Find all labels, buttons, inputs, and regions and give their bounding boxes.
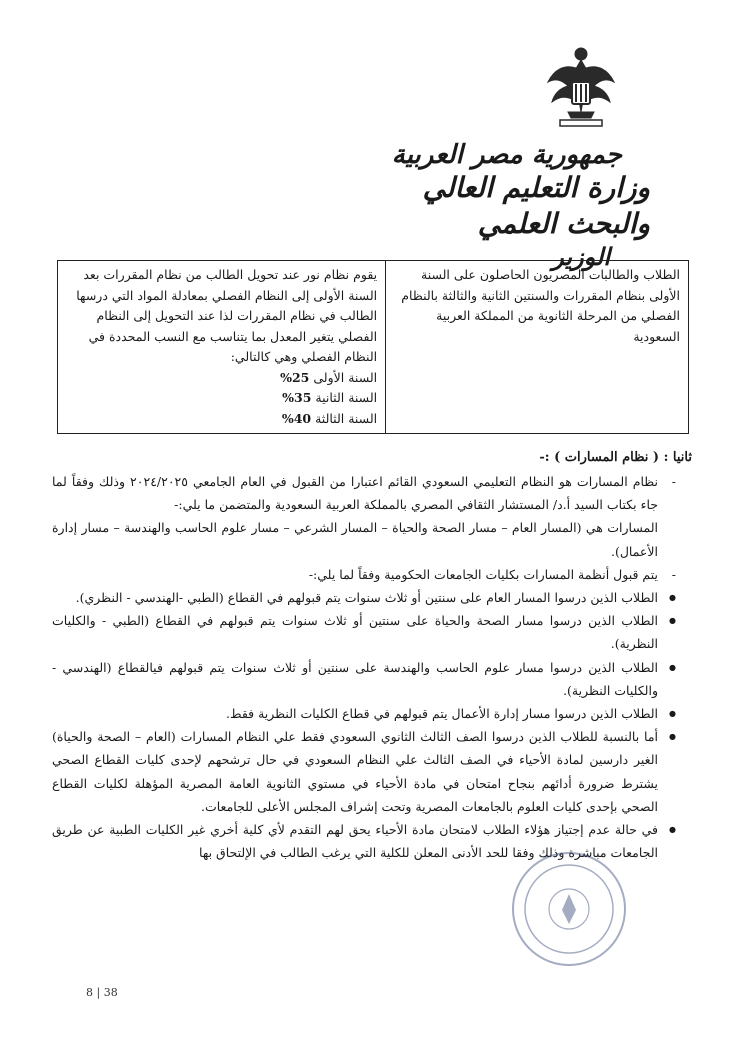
eagle-emblem-icon: [546, 42, 616, 132]
ministry-name: وزارة التعليم العالي والبحث العلمي: [422, 171, 650, 240]
section-heading: ثانيا : ( نظام المسارات ) :-: [539, 450, 692, 465]
year-rates: [66, 368, 377, 430]
admission-rules-list: [52, 586, 680, 864]
rate-year-2: السنة الثانية 35%: [282, 390, 378, 405]
table-cell-category: الطلاب والطالبات المصريون الحاصلون على السنة الأولى بنظام المقررات والسنتين الثانية والثالثة بالنظام الفصلي من المرحلة الثانوية من المملكة العربية السعودية: [386, 261, 689, 434]
ministry-title: الوزير: [552, 242, 610, 271]
list-item: ● في حالة عدم إجتياز هؤلاء الطلاب لامتحان مادة الأحياء يحق لهم التقدم لأي كلية أخري غير الكليات الطبية عن طريق الجامعات مباشرة وذلك وفقا للحد الأدنى المعلن للكلية التي يرغب الطالب في الإلتحاق بها: [52, 818, 680, 864]
list-item: ● الطلاب الذين درسوا مسار علوم الحاسب والهندسة على سنتين أو ثلاث سنوات يتم قبولهم فيالقطاع (الهندسي - والكليات النظرية).: [52, 656, 680, 702]
paragraph-tracks-intro: - نظام المسارات هو النظام التعليمي السعودي القائم اعتبارا من القبول في العام الجامعي ٢٠٢٤/٢٠٢٥ وذلك وفقاً لما جاء بكتاب السيد أ.د/ المستشار الثقافي المصري بالمملكة العربية السعودية والمتضمن ما يلي:-: [52, 470, 680, 516]
ministry-heading: [370, 140, 650, 272]
student-category-table: [57, 260, 689, 434]
list-item: ● الطلاب الذين درسوا المسار العام على سنتين أو ثلاث سنوات يتم قبولهم في القطاع (الطبي -الهندسي - النظري).: [52, 586, 680, 609]
description-text: يقوم نظام نور عند تحويل الطالب من نظام المقررات بعد السنة الأولى إلى النظام الفصلي بمعادلة المواد التي درسها الطالب في نظام المقررات لذا عند التحويل إلى النظام الفصلي يتغير المعدل بما يتناسب مع النسب المحددة في النظام الفصلي وهي كالتالي:: [76, 267, 378, 364]
official-stamp: [510, 850, 628, 968]
table-row: [58, 261, 689, 434]
body-content: [52, 470, 680, 864]
list-item: ● الطلاب الذين درسوا مسار إدارة الأعمال يتم قبولهم في قطاع الكليات النظرية فقط.: [52, 702, 680, 725]
page-number: 8 | 38: [86, 986, 118, 999]
rate-year-1: السنة الأولى 25%: [280, 369, 378, 385]
table-cell-description: [58, 261, 386, 434]
rate-year-3: السنة الثالثة 40%: [281, 410, 378, 426]
paragraph-admission-intro: - يتم قبول أنظمة المسارات بكليات الجامعات الحكومية وفقاً لما يلي:-: [52, 563, 680, 586]
ministry-country: جمهورية مصر العربية: [391, 140, 622, 170]
list-item: ● أما بالنسبة للطلاب الذين درسوا الصف الثالث الثانوي السعودي فقط علي النظام المسارات (العام – الصحة والحياة) الغير دارسين لمادة الأحياء في الصف الثالث علي النظام السعودي في حال ترشحهم لإحدى كليات القطاع الصحي يشترط ضرورة أدائهم بنجاح امتحان في مادة الأحياء في مستوي الثانوية العامة المصرية المؤهلة لكليات القطاع الصحي بإحدى كليات العلوم بالجامعات المصرية وتحت إشراف المجلس الأعلى للجامعات.: [52, 725, 680, 818]
list-item: ● الطلاب الذين درسوا مسار الصحة والحياة على سنتين أو ثلاث سنوات يتم قبولهم في القطاع (الطبي - والكليات النظرية).: [52, 609, 680, 655]
paragraph-tracks-list: المسارات هي (المسار العام – مسار الصحة والحياة – المسار الشرعي – مسار علوم الحاسب والهندسة – مسار إدارة الأعمال).: [52, 520, 658, 559]
